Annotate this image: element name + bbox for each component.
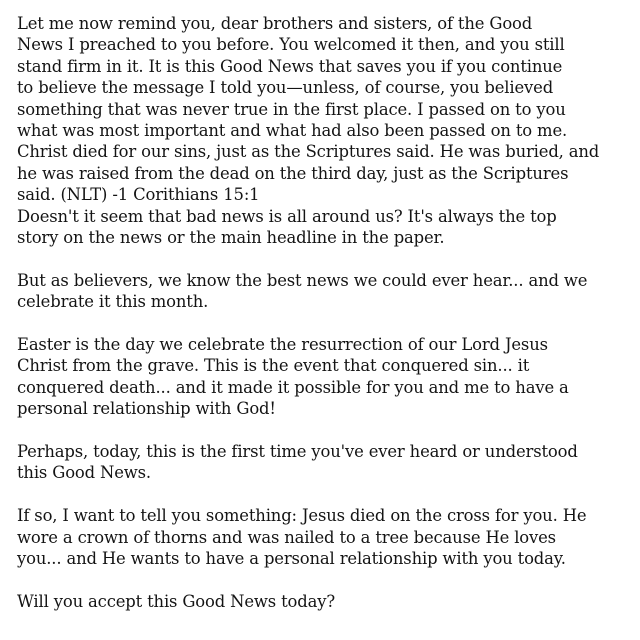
paragraph-jesus-died: If so, I want to tell you something: Jesus died on the cross for you. He wore a crown of thorns and was nailed to a tree because He loves you... and He wants to have a personal relationship with you today. <box>17 506 587 569</box>
paragraph-first-time: Perhaps, today, this is the first time you've ever heard or understood this Good News. <box>17 442 578 483</box>
paragraph-spacer <box>17 570 637 591</box>
document-body <box>17 13 637 612</box>
paragraph-bad-news: Doesn't it seem that bad news is all around us? It's always the top story on the news or the main headline in the paper. <box>17 206 557 248</box>
paragraph-spacer <box>17 313 637 334</box>
paragraph-believers: But as believers, we know the best news we could ever hear... and we celebrate it this month. <box>17 270 588 312</box>
paragraph-easter: Easter is the day we celebrate the resurrection of our Lord Jesus Christ from the grave. This is the event that conquered sin... it conquered death... and it made it possible for you and me to have a personal relationship with God! <box>17 335 569 419</box>
paragraph-closing-question: Will you accept this Good News today? <box>17 591 335 611</box>
scripture-quote: Let me now remind you, dear brothers and sisters, of the Good News I preached to you before. You welcomed it then, and you still stand firm in it. It is this Good News that saves you if you continue to believe the message I told you—unless, of course, you believed something that was never true in the first place. I passed on to you what was most important and what had also been passed on to me. Christ died for our sins, just as the Scriptures said. He was buried, and he was raised from the dead on the third day, just as the Scriptures said. (NLT) -1 Corithians 15:1 <box>17 14 600 205</box>
paragraph-spacer <box>17 248 637 269</box>
paragraph-spacer <box>17 420 637 441</box>
paragraph-spacer <box>17 484 637 505</box>
